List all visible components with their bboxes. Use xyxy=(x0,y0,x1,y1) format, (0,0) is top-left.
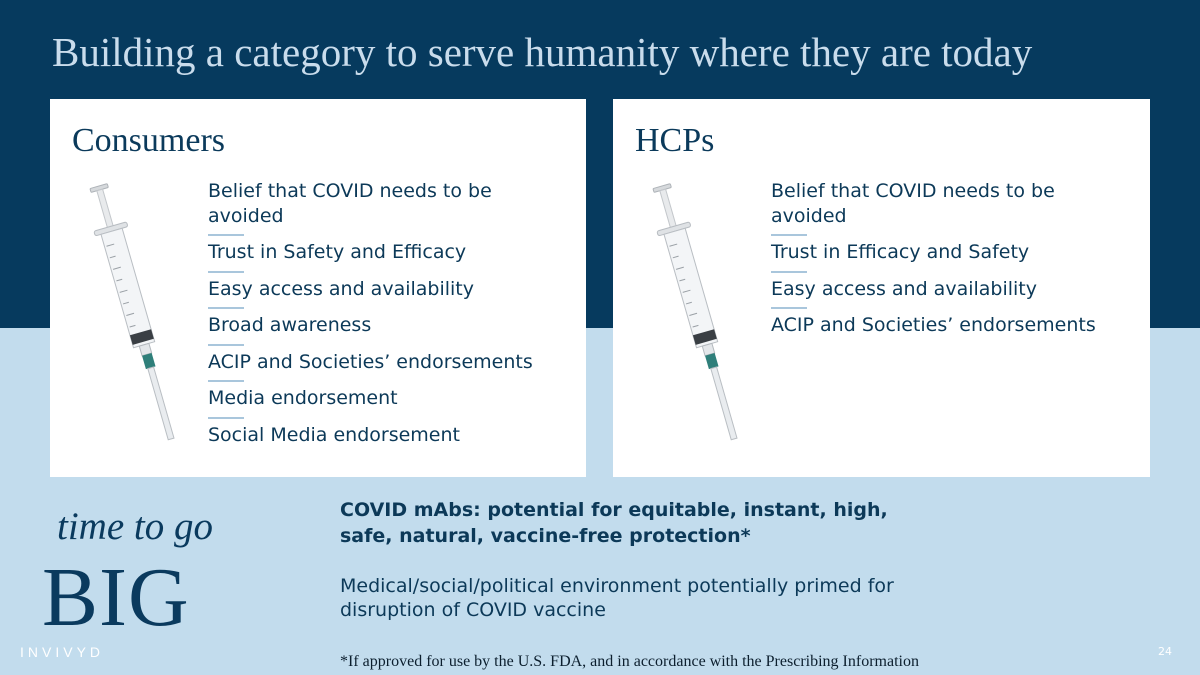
syringe-icon xyxy=(82,175,188,451)
list-item: Social Media endorsement xyxy=(208,421,568,456)
list-item: Belief that COVID needs to be avoided xyxy=(208,180,492,227)
slide-title: Building a category to serve humanity where they are today xyxy=(52,29,1033,75)
list-item: Trust in Safety and Efficacy xyxy=(208,238,568,273)
list-item: Easy access and availability xyxy=(208,275,568,310)
consumers-list xyxy=(208,177,568,457)
hcps-card-title: HCPs xyxy=(635,122,715,159)
syringe-icon xyxy=(645,175,751,451)
consumers-card-title: Consumers xyxy=(72,122,225,159)
callout-text: COVID mAbs: potential for equitable, instant, high, safe, natural, vaccine-free protection* xyxy=(340,499,888,547)
list-item: ACIP and Societies’ endorsements xyxy=(771,311,1131,346)
environment-note: Medical/social/political environment potentially primed for disruption of COVID vaccine xyxy=(340,575,894,621)
tagline-time-to-go: time to go xyxy=(57,505,213,548)
footnote: *If approved for use by the U.S. FDA, and in accordance with the Prescribing Information xyxy=(340,653,919,670)
list-item: Easy access and availability xyxy=(771,275,1131,310)
hcps-list xyxy=(771,177,1131,348)
list-item: Trust in Efficacy and Safety xyxy=(771,238,1131,273)
invivyd-logo: INVIVYD xyxy=(20,644,105,660)
page-number: 24 xyxy=(1158,645,1172,658)
list-item: Media endorsement xyxy=(208,384,568,419)
consumers-card xyxy=(50,99,586,477)
list-item: Belief that COVID needs to be avoided xyxy=(771,180,1055,227)
list-item: ACIP and Societies’ endorsements xyxy=(208,348,568,383)
tagline-big: BIG xyxy=(42,551,190,644)
hcps-card xyxy=(613,99,1150,477)
list-item: Broad awareness xyxy=(208,311,568,346)
